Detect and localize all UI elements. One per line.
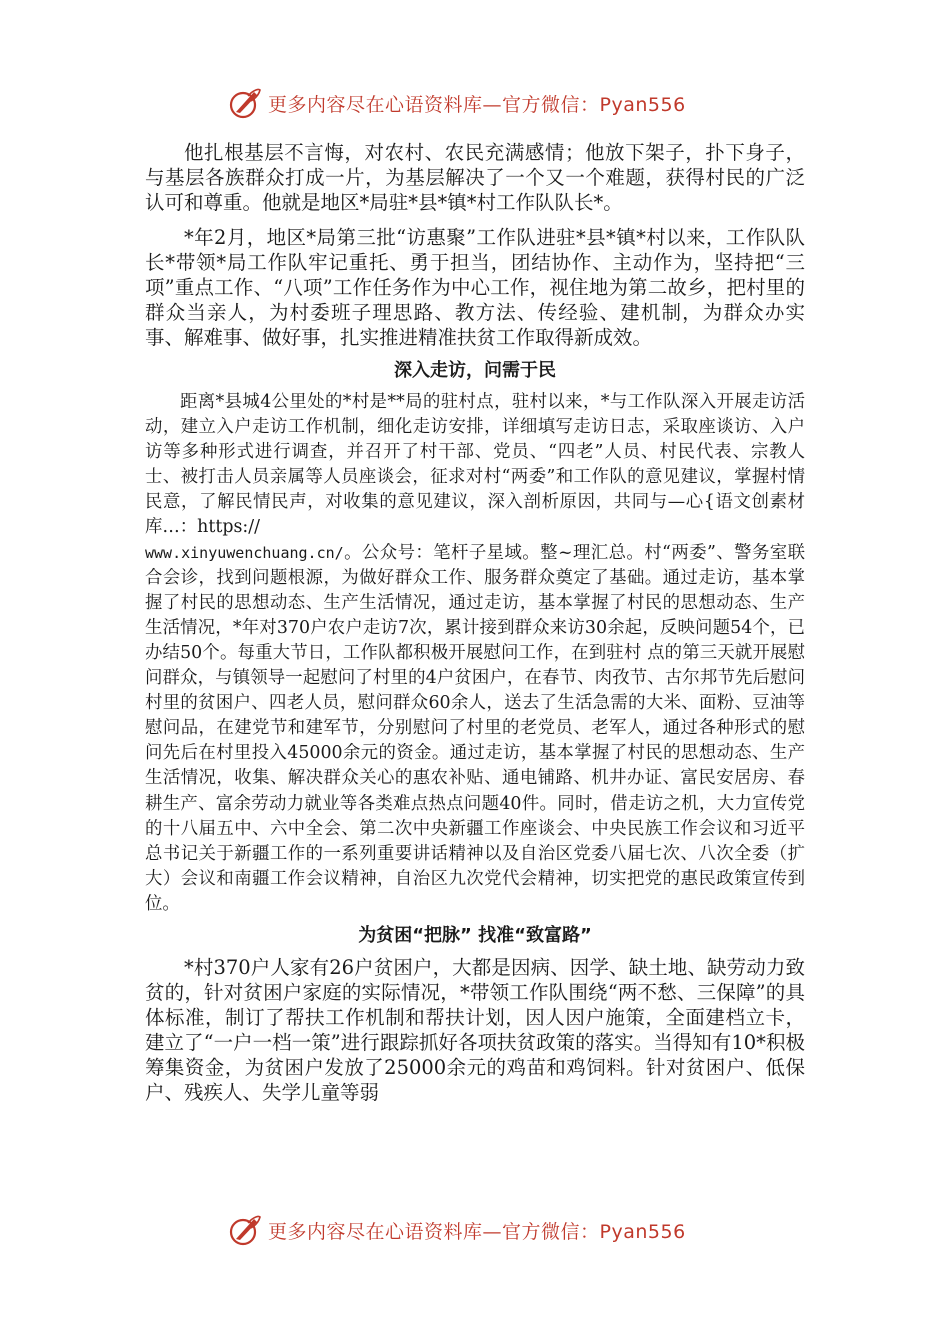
footer-wechat-id: Pyan556: [599, 1220, 686, 1243]
section-heading-visits: 深入走访，问需于民: [394, 360, 556, 381]
quill-logo-icon: [228, 86, 262, 120]
header-wechat-id: Pyan556: [599, 93, 686, 116]
intro-paragraph: 他扎根基层不言悔，对农村、农民充满感情；他放下架子，扑下身子，与基层各族群众打成一片，为基层解决了一个又一个难题，获得村民的广泛认可和尊重。他就是地区*局驻*县*镇*村工作队队长*。: [145, 141, 805, 214]
header-watermark-banner: [0, 83, 950, 123]
visits-paragraph: [145, 390, 805, 917]
poverty-paragraph: *村370户人家有26户贫困户，大都是因病、因学、缺土地、缺劳动力致贫的，针对贫困户家庭的实际情况，*带领工作队围绕“两不愁、三保障”的具体标准，制订了帮扶工作机制和帮扶计划，因人因户施策，全面建档立卡，建立了“一户一档一策”进行跟踪抓好各项扶贫政策的落实。当得知有10*积极筹集资金，为贫困户发放了25000余元的鸡苗和鸡饲料。针对贫困户、低保户、残疾人、失学儿童等弱: [145, 955, 805, 1104]
footer-banner-text: [268, 1217, 686, 1244]
section-heading-poverty: 为贫困“把脉” 找准“致富路”: [358, 924, 592, 946]
document-body: [145, 140, 805, 1105]
header-banner-label: 更多内容尽在心语资料库—官方微信：: [268, 93, 600, 116]
source-url: www.xinyuwenchuang.cn/: [145, 543, 344, 562]
footer-watermark-banner: [0, 1210, 950, 1250]
footer-banner-label: 更多内容尽在心语资料库—官方微信：: [268, 1220, 600, 1243]
overview-paragraph: *年2月，地区*局第三批“访惠聚”工作队进驻*县*镇*村以来，工作队队长*带领*局工作队牢记重托、勇于担当，团结协作、主动作为，坚持把“三项”重点工作、“八项”工作任务作为中心工作，视住地为第二故乡，把村里的群众当亲人，为村委班子理思路、教方法、传经验、建机制，为群众办实事、解难事、做好事，扎实推进精准扶贫工作取得新成效。: [145, 226, 805, 349]
visits-text-part2: 。公众号：笔杆子星域。整~理汇总。村“两委”、警务室联合会诊，找到问题根源，为做好群众工作、服务群众奠定了基础。通过走访，基本掌握了村民的思想动态、生产生活情况，通过走访，基本掌握了村民的思想动态、生产生活情况，*年对370户农户走访7次，累计接到群众来访30余起，反映问题54个，已办结50个。每重大节日，工作队都积极开展慰问工作，在到驻村 点的第三天就开展慰问群众，与镇领导一起慰问了村里的4户贫困户，在春节、肉孜节、古尔邦节先后慰问村里的贫困户、四老人员，慰问群众60余人，送去了生活急需的大米、面粉、豆油等慰问品，在建党节和建军节，分别慰问了村里的老党员、老军人，通过各种形式的慰问先后在村里投入45000余元的资金。通过走访，基本掌握了村民的思想动态、生产生活情况，收集、解决群众关心的惠农补贴、通电铺路、机井办证、富民安居房、春耕生产、富余劳动力就业等各类难点热点问题40件。同时，借走访之机，大力宣传党的十八届五中、六中全会、第二次中央新疆工作座谈会、中央民族工作会议和习近平总书记关于新疆工作的一系列重要讲话精神以及自治区党委八届七次、八次全委（扩大）会议和南疆工作会议精神，自治区九次党代会精神，切实把党的惠民政策宣传到位。: [145, 542, 805, 914]
visits-text-part1: 距离*县城4公里处的*村是**局的驻村点，驻村以来，*与工作队深入开展走访活动，建立入户走访工作机制，细化走访安排，详细填写走访日志，采取座谈访、入户访等多种形式进行调查，并召开了村干部、党员、“四老”人员、村民代表、宗教人士、被打击人员亲属等人员座谈会，征求对村“两委”和工作队的意见建议，掌握村情民意，了解民情民声，对收集的意见建议，深入剖析原因，共同与—心{语文创素材库…：https://: [145, 392, 805, 538]
quill-logo-icon: [228, 1213, 262, 1247]
header-banner-text: [268, 90, 686, 117]
